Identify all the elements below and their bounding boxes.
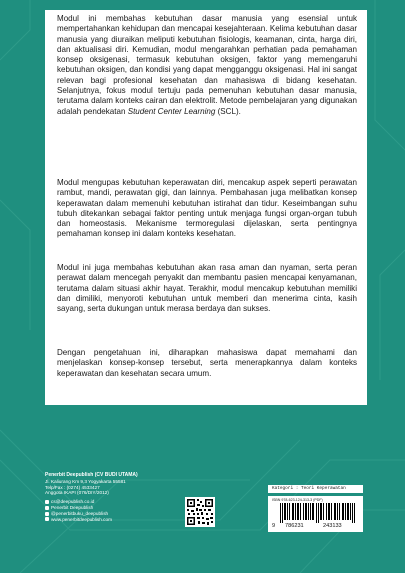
publisher-address: Jl. Kaliurang Km 9,3 Yogyakarta 55581	[45, 478, 126, 484]
synopsis-paragraph-2: Modul mengupas kebutuhan keperawatan diri, mencakup aspek seperti perawatan rambut, mandi, perawatan gigi, dan lainnya. Pembahasan juga melibatkan konsep keperawatan dalam memenuhi kebutuhan istirahat dan tidur. Keseimbangan suhu tubuh ditekankan sebagai faktor penting untuk menjaga fungsi organ-organ tubuh dan homeostasis. Mekanisme termoregulasi dijelaskan, serta pentingnya pemahaman konsep ini dalam konteks kesehatan.	[57, 178, 357, 239]
paragraph-1-text: Modul ini membahas kebutuhan dasar manusia yang esensial untuk mempertahankan kehidupan dan mencapai kesejahteraan. Kelima kebutuhan dasar manusia yang diuraikan meliputi kebutuhan fisiologis, keamanan, cinta, harga diri, dan aktualisasi diri. Kemudian, modul mengarahkan perhatian pada pemahaman konsep oksigenasi, termasuk kebutuhan oksigen, faktor yang memengaruhi kebutuhan oksigen, dan kondisi yang dapat mengganggu oksigenasi. Hal ini sangat relevan bagi profesional kesehatan dan mahasiswa di bidang kesehatan. Selanjutnya, fokus modul tertuju pada pemenuhan kebutuhan dasar manusia, terutama dalam konteks cairan dan elektrolit. Metode pembelajaran yang digunakan adalah pendekatan	[57, 14, 357, 116]
synopsis-paragraph-1	[57, 14, 357, 117]
isbn-label: ISBN 978-623-124-313-3 (PDF)	[272, 498, 323, 502]
isbn-digit-group-1: 786231	[285, 523, 304, 529]
publisher-phone: Telp/Fax : (0274) 4533427	[45, 484, 100, 490]
email-icon	[45, 500, 49, 504]
paragraph-1-tail: (SCL).	[215, 106, 241, 116]
qr-code-icon	[185, 497, 215, 527]
category-label: Kategori : Teori Keperawatan	[268, 485, 363, 493]
synopsis-paragraph-3: Modul ini juga membahas kebutuhan akan rasa aman dan nyaman, serta peran perawat dalam mencegah penyakit dan membantu pasien mencapai kenyamanan, terutama dalam situasi akhir hayat. Terakhir, modul mencakup kebutuhan memiliki dan dimiliki, menyoroti kebutuhan untuk memberi dan menerima cinta, kasih sayang, serta dukungan untuk merasa berdaya dan sukses.	[57, 263, 357, 314]
contact-social-2[interactable]: @penerbitbuku_deepublish	[51, 510, 109, 516]
facebook-icon	[45, 506, 49, 510]
globe-icon	[45, 517, 49, 521]
contact-website-row	[45, 517, 180, 523]
instagram-icon	[45, 512, 49, 516]
qr-code	[185, 497, 215, 527]
isbn-barcode	[268, 496, 363, 532]
publisher-info	[45, 473, 180, 522]
contact-website[interactable]: www.penerbitdeepublish.com	[51, 516, 112, 522]
publisher-member: Anggota IKAPI (076/DIY/2012)	[45, 490, 109, 496]
contact-email[interactable]: cs@deepublish.co.id	[51, 499, 95, 505]
paragraph-1-emphasis: Student Center Learning	[127, 106, 216, 116]
contact-social-1[interactable]: Penerbit Deepublish	[51, 504, 94, 510]
isbn-digit-lead: 9	[272, 523, 276, 529]
synopsis-panel	[45, 10, 367, 405]
synopsis-paragraph-4: Dengan pengetahuan ini, diharapkan mahasiswa dapat memahami dan menjelaskan konsep-konsep tersebut, serta menerapkannya dalam konteks keperawatan dan kesehatan secara umum.	[57, 348, 357, 378]
publisher-name: Penerbit Deepublish (CV BUDI UTAMA)	[45, 472, 138, 478]
isbn-digit-group-2: 243133	[323, 523, 342, 529]
barcode-icon	[280, 503, 355, 523]
